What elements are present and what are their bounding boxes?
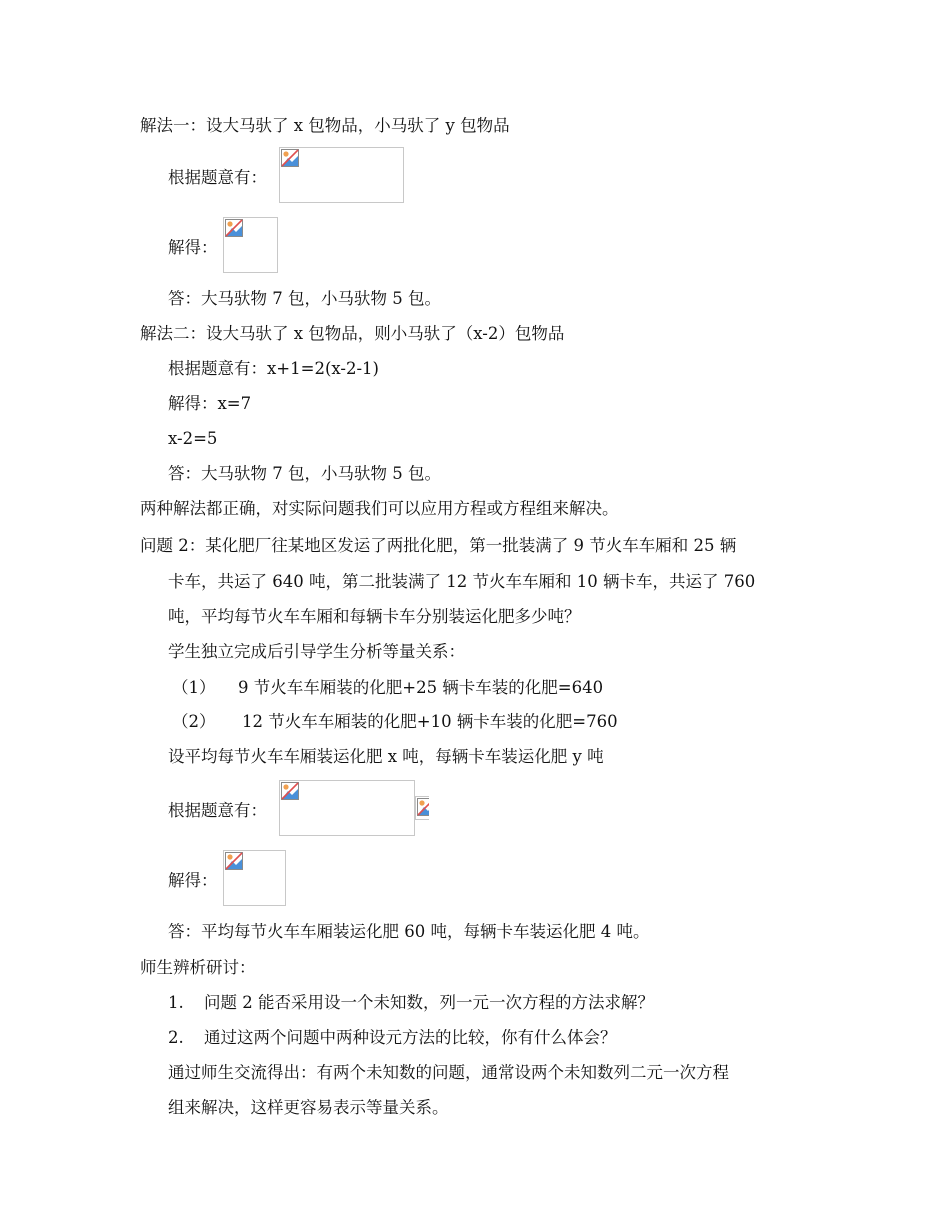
relation-1-text: 9 节火车车厢装的化肥+25 辆卡车装的化肥=640 [238, 678, 604, 697]
problem2-line3: 吨，平均每节火车车厢和每辆卡车分别装运化肥多少吨？ [168, 607, 581, 626]
solution2-answer: 答：大马驮物 7 包，小马驮物 5 包。 [168, 464, 441, 483]
discussion-summary-line1: 通过师生交流得出：有两个未知数的问题，通常设两个未知数列二元一次方程 [168, 1063, 729, 1082]
broken-image-icon [281, 149, 299, 167]
problem2-equation-label: 根据题意有： [168, 801, 267, 820]
solution2-solve: 解得：x=7 [168, 394, 252, 413]
solution1-equation-label: 根据题意有： [168, 168, 267, 187]
solution2-solve2: x-2=5 [168, 429, 218, 448]
equation-image [279, 780, 415, 836]
problem2-solve-label: 解得： [168, 871, 218, 890]
relation-2-text: 12 节火车车厢装的化肥+10 辆卡车装的化肥=760 [242, 712, 618, 731]
problem2-line2: 卡车，共运了 640 吨，第二批装满了 12 节火车车厢和 10 辆卡车，共运了 760 [168, 572, 756, 591]
solution1-answer: 答：大马驮物 7 包，小马驮物 5 包。 [168, 289, 441, 308]
problem2-guide: 学生独立完成后引导学生分析等量关系： [168, 642, 465, 661]
problem2-line1: 问题 2：某化肥厂往某地区发运了两批化肥，第一批装满了 9 节火车车厢和 25 辆 [140, 536, 737, 555]
discussion-item-text: 通过这两个问题中两种设元方法的比较，你有什么体会？ [204, 1028, 617, 1047]
discussion-heading: 师生辨析研讨： [140, 958, 256, 977]
solution1-heading: 解法一：设大马驮了 x 包物品，小马驮了 y 包物品 [140, 116, 510, 135]
broken-image-icon [281, 782, 299, 800]
solution-image [223, 850, 286, 906]
discussion-item [168, 1028, 617, 1048]
solution-image [223, 217, 278, 273]
relation-1 [172, 678, 603, 698]
relation-2 [172, 712, 618, 732]
broken-image-icon [225, 852, 243, 870]
relation-1-number: （1） [172, 678, 216, 697]
solution2-heading: 解法二：设大马驮了 x 包物品，则小马驮了（x-2）包物品 [140, 324, 565, 343]
discussion-item [168, 993, 654, 1013]
discussion-item-number: 1. [168, 993, 184, 1012]
equation-image-fragment [415, 796, 429, 820]
discussion-summary-line2: 组来解决，这样更容易表示等量关系。 [168, 1098, 449, 1117]
solution2-equation: 根据题意有：x+1=2(x-2-1) [168, 359, 379, 378]
problem2-answer: 答：平均每节火车车厢装运化肥 60 吨，每辆卡车装运化肥 4 吨。 [168, 922, 650, 941]
equation-image [279, 147, 404, 203]
conclusion: 两种解法都正确，对实际问题我们可以应用方程或方程组来解决。 [140, 499, 619, 518]
relation-2-number: （2） [172, 712, 216, 731]
broken-image-icon [225, 219, 243, 237]
solution1-solve-label: 解得： [168, 238, 218, 257]
broken-image-icon [417, 798, 429, 816]
discussion-item-text: 问题 2 能否采用设一个未知数，列一元一次方程的方法求解？ [204, 993, 654, 1012]
problem2-setup: 设平均每节火车车厢装运化肥 x 吨，每辆卡车装运化肥 y 吨 [168, 747, 604, 766]
discussion-item-number: 2. [168, 1028, 184, 1047]
